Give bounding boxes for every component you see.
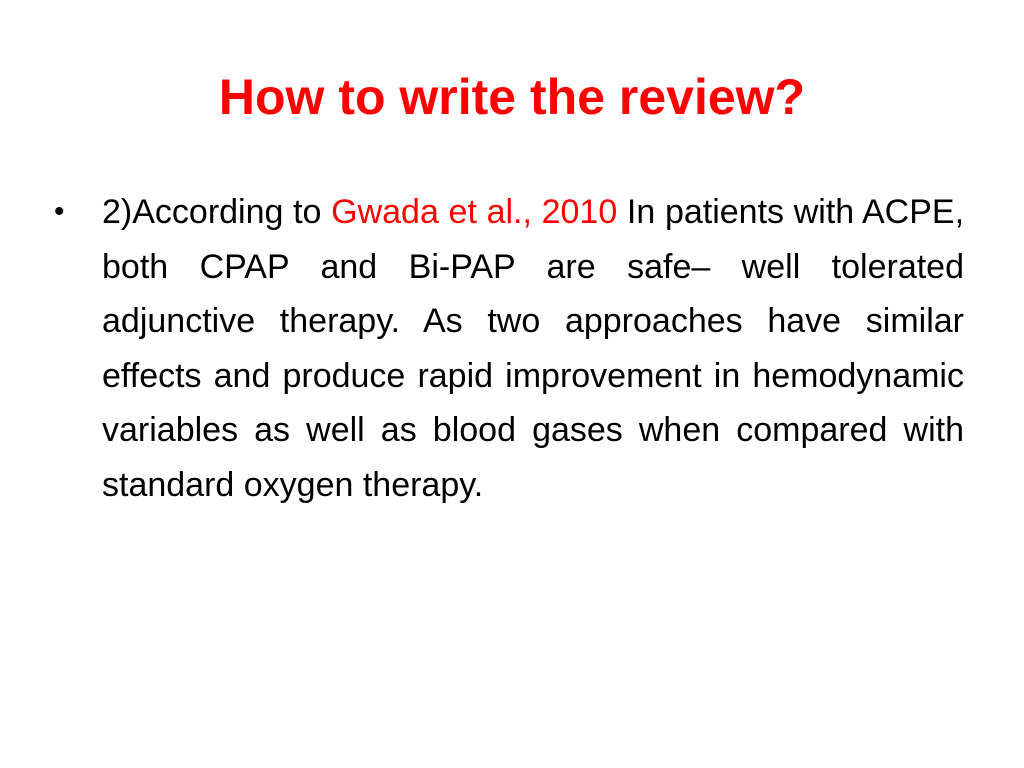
bullet-text-intro: 2)According to <box>102 193 332 231</box>
bullet-list <box>54 185 964 512</box>
bullet-text-body: In patients with ACPE, both CPAP and Bi-PAP are safe– well tolerated adjunctive therapy. As two approaches have similar effects and produce rapid improvement in hemodynamic variables as well as blood gases when compared with standard oxygen therapy. <box>102 193 965 504</box>
bullet-item <box>54 185 964 512</box>
slide-title: How to write the review? <box>218 69 806 125</box>
bullet-marker: • <box>54 195 65 228</box>
citation-reference: Gwada et al., 2010 <box>331 193 618 231</box>
